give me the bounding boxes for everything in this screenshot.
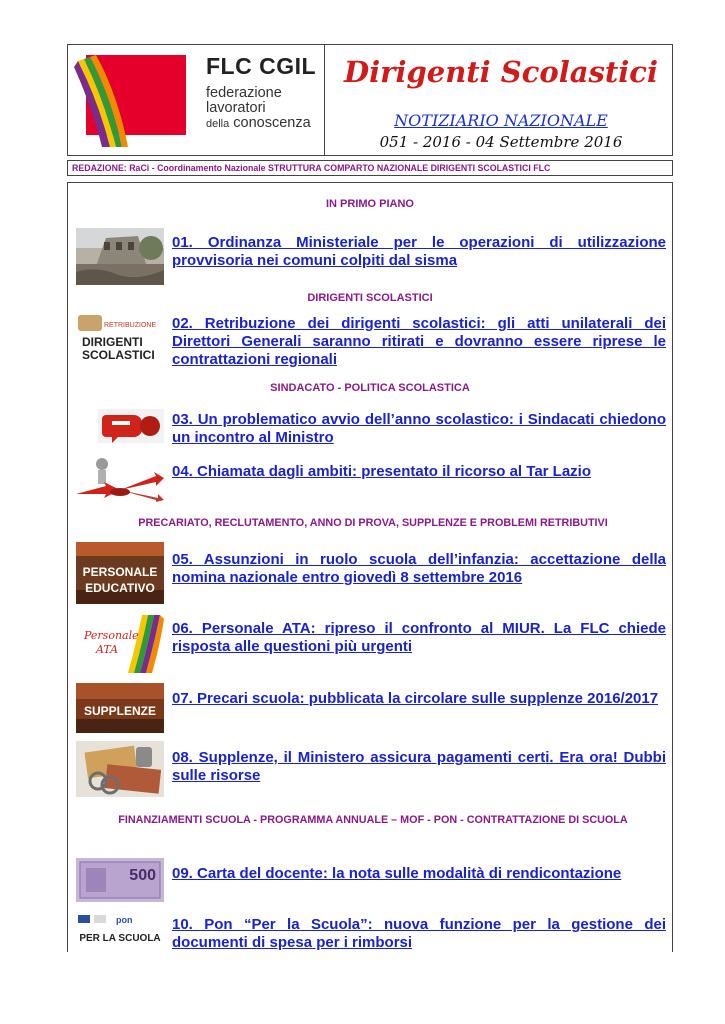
earthquake-photo-icon (76, 228, 164, 285)
dirigenti-label: DIRIGENTI (82, 335, 143, 349)
dirigenti-scolastici-badge-icon (76, 313, 164, 363)
personale-ata-badge-icon (76, 611, 164, 673)
newsletter-header (67, 44, 673, 156)
crossroads-arrows-icon (76, 454, 164, 502)
scolastici-label: SCOLASTICI (82, 348, 155, 362)
article-link-07[interactable]: 07. Precari scuola: pubblicata la circolare sulle supplenze 2016/2017 (172, 690, 659, 707)
redazione-bar (67, 160, 673, 176)
per-la-scuola-label: PER LA SCUOLA (79, 933, 161, 944)
section-heading: SINDACATO - POLITICA SCOLASTICA (270, 382, 470, 394)
article-link-08[interactable]: 08. Supplenze, il Ministero assicura pagamenti certi. Era ora! Dubbi sulle risorse (172, 749, 666, 784)
logo-line-1: federazione (206, 85, 282, 101)
article-link-04[interactable]: 04. Chiamata dagli ambiti: presentato il ricorso al Tar Lazio (172, 463, 591, 480)
pon-per-la-scuola-badge-icon (76, 913, 164, 947)
section-heading: DIRIGENTI SCOLASTICI (307, 292, 433, 304)
logo-line-3: della (206, 118, 230, 130)
section-heading: FINANZIAMENTI SCUOLA - PROGRAMMA ANNUALE – MOF - PON - CONTRATTAZIONE DI SCUOLA (118, 814, 628, 826)
flc-cgil-logo-icon (74, 55, 186, 147)
personale-label: PERSONALE (82, 565, 158, 579)
logo-line-2: lavoratori (206, 100, 266, 116)
logo-text (206, 53, 316, 132)
logo-line-4: conoscenza (233, 115, 311, 131)
article-link-10[interactable]: 10. Pon “Per la Scuola”: nuova funzione per la gestione dei documenti di spesa per i rimborsi (172, 916, 666, 951)
content-box (67, 182, 673, 952)
article-link-06[interactable]: 06. Personale ATA: ripreso il confronto al MIUR. La FLC chiede risposta alle questioni più urgenti (172, 620, 666, 655)
page-subtitle[interactable]: NOTIZIARIO NAZIONALE (394, 111, 608, 130)
money-chains-photo-icon (76, 741, 164, 797)
euro-banknote-icon (76, 858, 164, 902)
article-link-09[interactable]: 09. Carta del docente: la nota sulle modalità di rendicontazione (172, 865, 622, 882)
banknote-value: 500 (129, 867, 156, 884)
red-thumb-down-icon (76, 409, 164, 443)
supplenze-badge-icon (76, 683, 164, 733)
issue-number: 051 - 2016 - 04 Settembre 2016 (379, 133, 623, 151)
redazione-label: REDAZIONE: (72, 163, 127, 173)
retribuzione-label: RETRIBUZIONE (104, 322, 157, 329)
header-divider (324, 45, 325, 155)
article-link-05[interactable]: 05. Assunzioni in ruolo scuola dell’infanzia: accettazione della nomina nazionale entro giovedì 8 settembre 2016 (172, 551, 666, 586)
pon-label: pon (116, 915, 133, 925)
personale-educativo-badge-icon (76, 542, 164, 604)
personale-ata-label-2: ATA (96, 643, 119, 656)
article-link-03[interactable]: 03. Un problematico avvio dell’anno scolastico: i Sindacati chiedono un incontro al Ministro (172, 411, 666, 446)
article-link-02[interactable]: 02. Retribuzione dei dirigenti scolastici: gli atti unilaterali dei Direttori Generali saranno ritirati e dovranno essere riprese le contrattazioni regionali (172, 315, 666, 368)
article-link-01[interactable]: 01. Ordinanza Ministeriale per le operazioni di utilizzazione provvisoria nei comuni colpiti dal sisma (172, 234, 666, 269)
section-heading: PRECARIATO, RECLUTAMENTO, ANNO DI PROVA, SUPPLENZE E PROBLEMI RETRIBUTIVI (138, 517, 608, 529)
section-heading: IN PRIMO PIANO (325, 198, 414, 210)
supplenze-label: SUPPLENZE (83, 704, 157, 718)
educativo-label: EDUCATIVO (85, 581, 155, 595)
page-title: Dirigenti Scolastici (344, 55, 658, 89)
personale-ata-label-1: Personale (84, 629, 139, 642)
brand-name: FLC CGIL (206, 53, 317, 79)
redazione-text: RaCi - Coordinamento Nazionale STRUTTURA COMPARTO NAZIONALE DIRIGENTI SCOLASTICI FLC (129, 163, 551, 173)
